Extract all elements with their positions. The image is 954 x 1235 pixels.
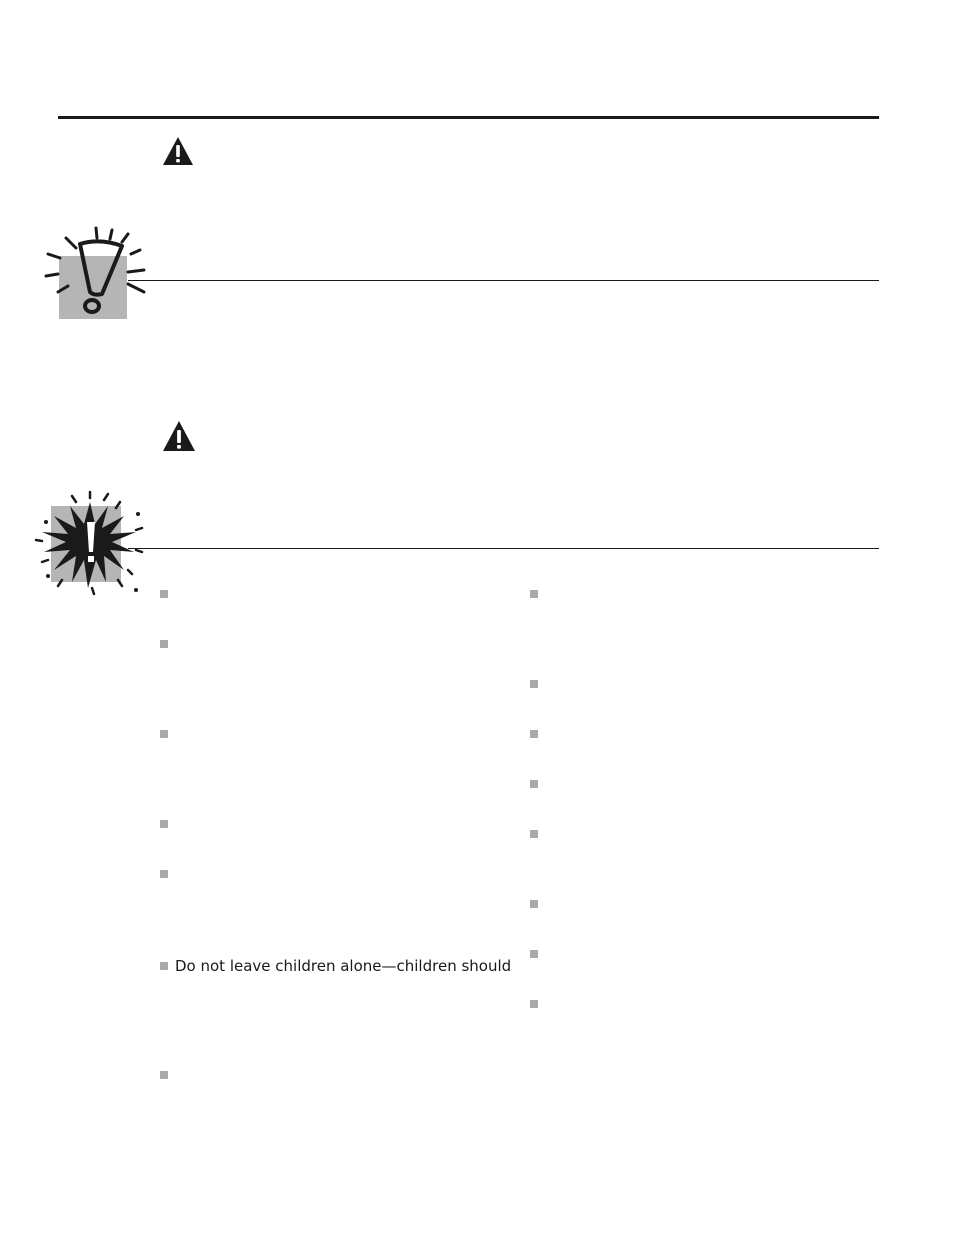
bullet-square-icon	[160, 962, 168, 970]
top-rule	[58, 116, 879, 119]
section-rule-2	[128, 548, 879, 549]
bullet-square-icon	[530, 950, 538, 958]
bullet-square-icon	[160, 820, 168, 828]
bullet-square-icon	[530, 1000, 538, 1008]
bullet-square-icon	[530, 830, 538, 838]
bullet-square-icon	[160, 730, 168, 738]
exclamation-sketch-icon	[44, 226, 148, 322]
exclamation-burst-icon	[32, 490, 148, 600]
bullet-square-icon	[530, 590, 538, 598]
bullet-square-icon	[530, 730, 538, 738]
warning-triangle-icon	[162, 420, 196, 452]
warning-triangle-icon	[162, 136, 194, 166]
bullet-square-icon	[160, 640, 168, 648]
bullet-square-icon	[160, 590, 168, 598]
bullet-square-icon	[530, 680, 538, 688]
bullet-square-icon	[530, 780, 538, 788]
list-item-text: Do not leave children alone—children should	[175, 957, 512, 975]
section-rule-1	[128, 280, 879, 281]
bullet-square-icon	[530, 900, 538, 908]
bullet-square-icon	[160, 870, 168, 878]
bullet-square-icon	[160, 1071, 168, 1079]
